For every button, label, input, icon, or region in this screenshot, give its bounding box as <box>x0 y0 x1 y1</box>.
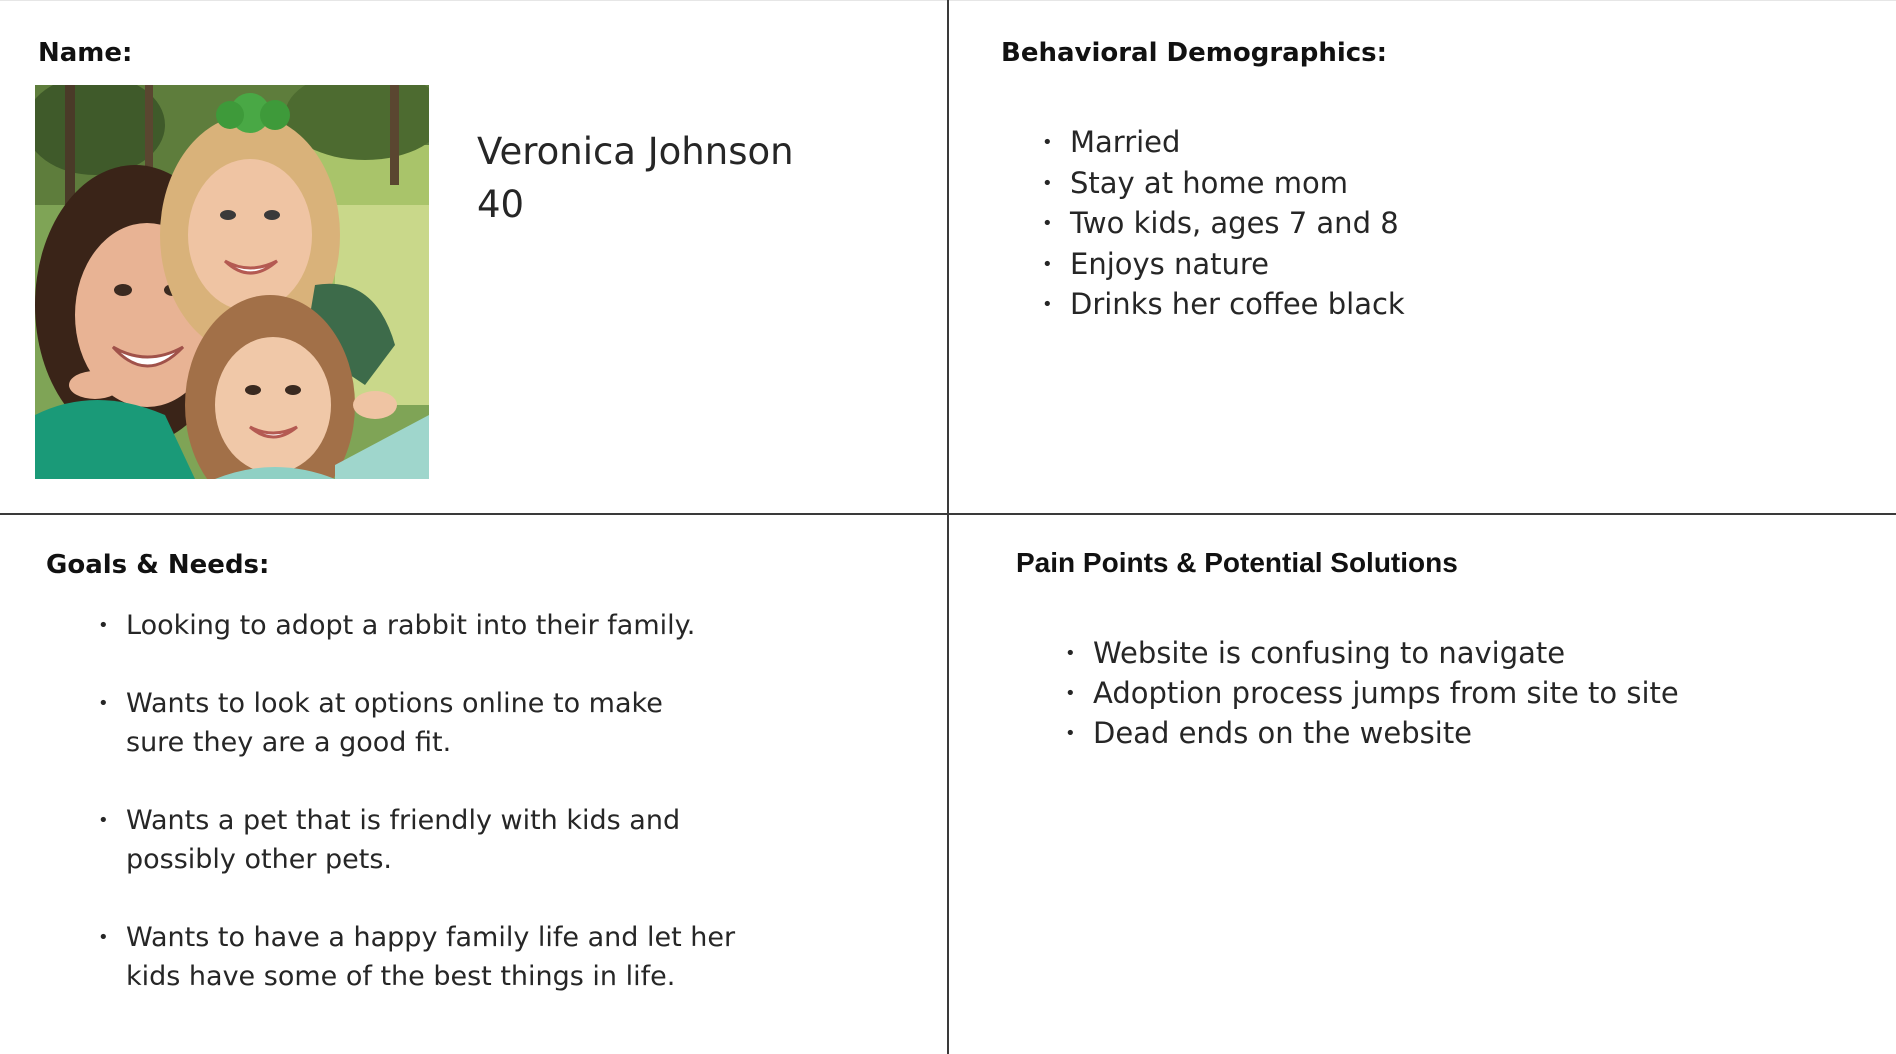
list-item <box>1042 163 1405 204</box>
list-item-text: Dead ends on the website <box>1093 716 1473 750</box>
bullet-icon: • <box>1065 683 1076 704</box>
bullet-icon: • <box>1042 253 1053 275</box>
bullet-icon: • <box>98 615 109 636</box>
family-photo-icon <box>35 85 429 479</box>
persona-age: 40 <box>477 183 525 226</box>
goals-list <box>98 606 736 1035</box>
list-item <box>1042 284 1405 325</box>
goals-heading: Goals & Needs: <box>46 550 270 580</box>
list-item-text: Drinks her coffee black <box>1070 287 1405 321</box>
list-item <box>1042 203 1405 244</box>
list-item <box>98 801 735 879</box>
pain-list <box>1065 633 1679 753</box>
list-item-text: Website is confusing to navigate <box>1093 636 1566 670</box>
list-item <box>1065 633 1679 673</box>
list-item-text: sure they are a good fit. <box>126 727 452 758</box>
vertical-divider <box>947 0 949 1054</box>
horizontal-divider <box>0 513 1896 515</box>
list-item-text: Wants to have a happy family life and let her <box>126 922 736 953</box>
bullet-icon: • <box>1042 294 1053 315</box>
bullet-icon: • <box>98 693 109 714</box>
list-item-text: Wants a pet that is friendly with kids and <box>126 805 681 836</box>
list-item <box>1065 713 1679 753</box>
list-item-text: Enjoys nature <box>1070 246 1270 281</box>
bullet-icon: • <box>1042 172 1053 194</box>
bullet-icon: • <box>1065 643 1076 664</box>
list-item-text: Looking to adopt a rabbit into their family. <box>126 610 696 641</box>
bullet-icon: • <box>98 810 109 831</box>
persona-name: Veronica Johnson <box>477 130 794 173</box>
list-item-text: Adoption process jumps from site to site <box>1093 676 1679 710</box>
list-item <box>1065 673 1679 713</box>
list-item-text: Stay at home mom <box>1070 165 1348 200</box>
bullet-icon: • <box>1042 213 1053 234</box>
list-item <box>98 606 735 645</box>
pain-heading: Pain Points & Potential Solutions <box>1016 547 1458 578</box>
behavioral-heading: Behavioral Demographics: <box>1001 38 1388 68</box>
name-heading: Name: <box>38 38 133 68</box>
bullet-icon: • <box>98 927 109 948</box>
list-item-text: kids have some of the best things in life. <box>126 961 676 992</box>
list-item-text: Married <box>1070 125 1181 159</box>
list-item-text: Two kids, ages 7 and 8 <box>1070 206 1399 240</box>
behavioral-list <box>1042 122 1405 325</box>
list-item <box>98 918 736 996</box>
list-item <box>1042 122 1405 163</box>
list-item-text: Wants to look at options online to make <box>126 688 663 719</box>
bullet-icon: • <box>1065 723 1076 744</box>
list-item <box>98 684 735 762</box>
list-item-text: possibly other pets. <box>126 844 392 875</box>
bullet-icon: • <box>1042 132 1053 153</box>
list-item <box>1042 244 1405 285</box>
